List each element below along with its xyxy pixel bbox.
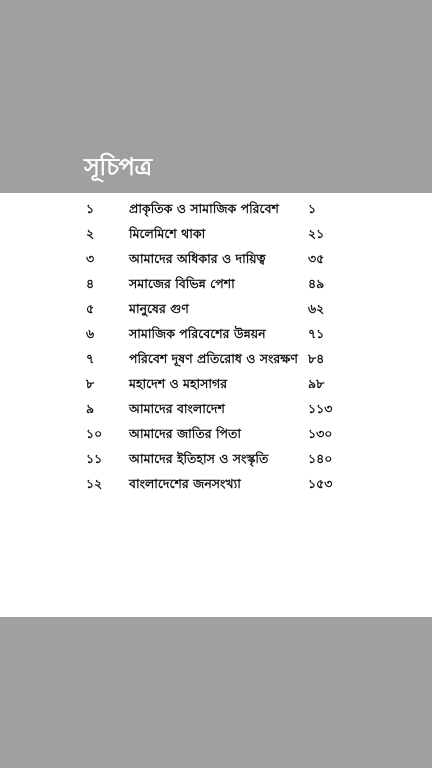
chapter-number: ৯ bbox=[86, 401, 95, 416]
top-gray-band bbox=[0, 0, 432, 193]
page-title: সূচিপত্র bbox=[84, 153, 152, 181]
chapter-number: ১১ bbox=[86, 451, 103, 466]
chapter-title: সমাজের বিভিন্ন পেশা bbox=[129, 276, 235, 291]
page-number: ৩৫ bbox=[308, 251, 325, 266]
chapter-title: বাংলাদেশের জনসংখ্যা bbox=[129, 476, 241, 491]
table-of-contents bbox=[0, 197, 432, 497]
chapter-number: ৬ bbox=[86, 326, 95, 341]
toc-row[interactable] bbox=[0, 347, 432, 372]
page-number: ১১৩ bbox=[308, 401, 333, 416]
chapter-title: আমাদের জাতির পিতা bbox=[129, 426, 242, 441]
chapter-title: মানুষের গুণ bbox=[129, 301, 189, 316]
chapter-title: প্রাকৃতিক ও সামাজিক পরিবেশ bbox=[129, 201, 279, 216]
chapter-title: আমাদের বাংলাদেশ bbox=[129, 401, 225, 416]
toc-row[interactable] bbox=[0, 397, 432, 422]
toc-row[interactable] bbox=[0, 247, 432, 272]
chapter-number: ১ bbox=[86, 201, 95, 216]
page-number: ১ bbox=[308, 201, 317, 216]
chapter-number: ২ bbox=[86, 226, 95, 241]
bottom-gray-band bbox=[0, 617, 432, 768]
chapter-number: ৮ bbox=[86, 376, 95, 391]
page-number: ৭১ bbox=[308, 326, 325, 341]
page-number: ১৩০ bbox=[308, 426, 333, 441]
toc-row[interactable] bbox=[0, 472, 432, 497]
page-number: ১৫৩ bbox=[308, 476, 333, 491]
toc-row[interactable] bbox=[0, 297, 432, 322]
page-number: ৯৮ bbox=[308, 376, 325, 391]
chapter-number: ৭ bbox=[86, 351, 95, 366]
chapter-number: ১২ bbox=[86, 476, 103, 491]
page-number: ১৪০ bbox=[308, 451, 333, 466]
toc-row[interactable] bbox=[0, 197, 432, 222]
chapter-title: মিলেমিশে থাকা bbox=[129, 226, 206, 241]
page-number: ৪৯ bbox=[308, 276, 325, 291]
chapter-number: ১০ bbox=[86, 426, 103, 441]
page-number: ৮৪ bbox=[308, 351, 325, 366]
toc-row[interactable] bbox=[0, 447, 432, 472]
chapter-title: আমাদের ইতিহাস ও সংস্কৃতি bbox=[129, 451, 269, 466]
chapter-number: ৩ bbox=[86, 251, 95, 266]
chapter-title: পরিবেশ দূষণ প্রতিরোধ ও সংরক্ষণ bbox=[129, 351, 298, 366]
chapter-number: ৪ bbox=[86, 276, 95, 291]
toc-row[interactable] bbox=[0, 322, 432, 347]
page-number: ৬২ bbox=[308, 301, 325, 316]
chapter-title: আমাদের অধিকার ও দায়িত্ব bbox=[129, 251, 266, 266]
page-number: ২১ bbox=[308, 226, 325, 241]
toc-row[interactable] bbox=[0, 272, 432, 297]
toc-row[interactable] bbox=[0, 422, 432, 447]
toc-row[interactable] bbox=[0, 372, 432, 397]
toc-row[interactable] bbox=[0, 222, 432, 247]
chapter-number: ৫ bbox=[86, 301, 95, 316]
chapter-title: মহাদেশ ও মহাসাগর bbox=[129, 376, 228, 391]
chapter-title: সামাজিক পরিবেশের উন্নয়ন bbox=[129, 326, 266, 341]
